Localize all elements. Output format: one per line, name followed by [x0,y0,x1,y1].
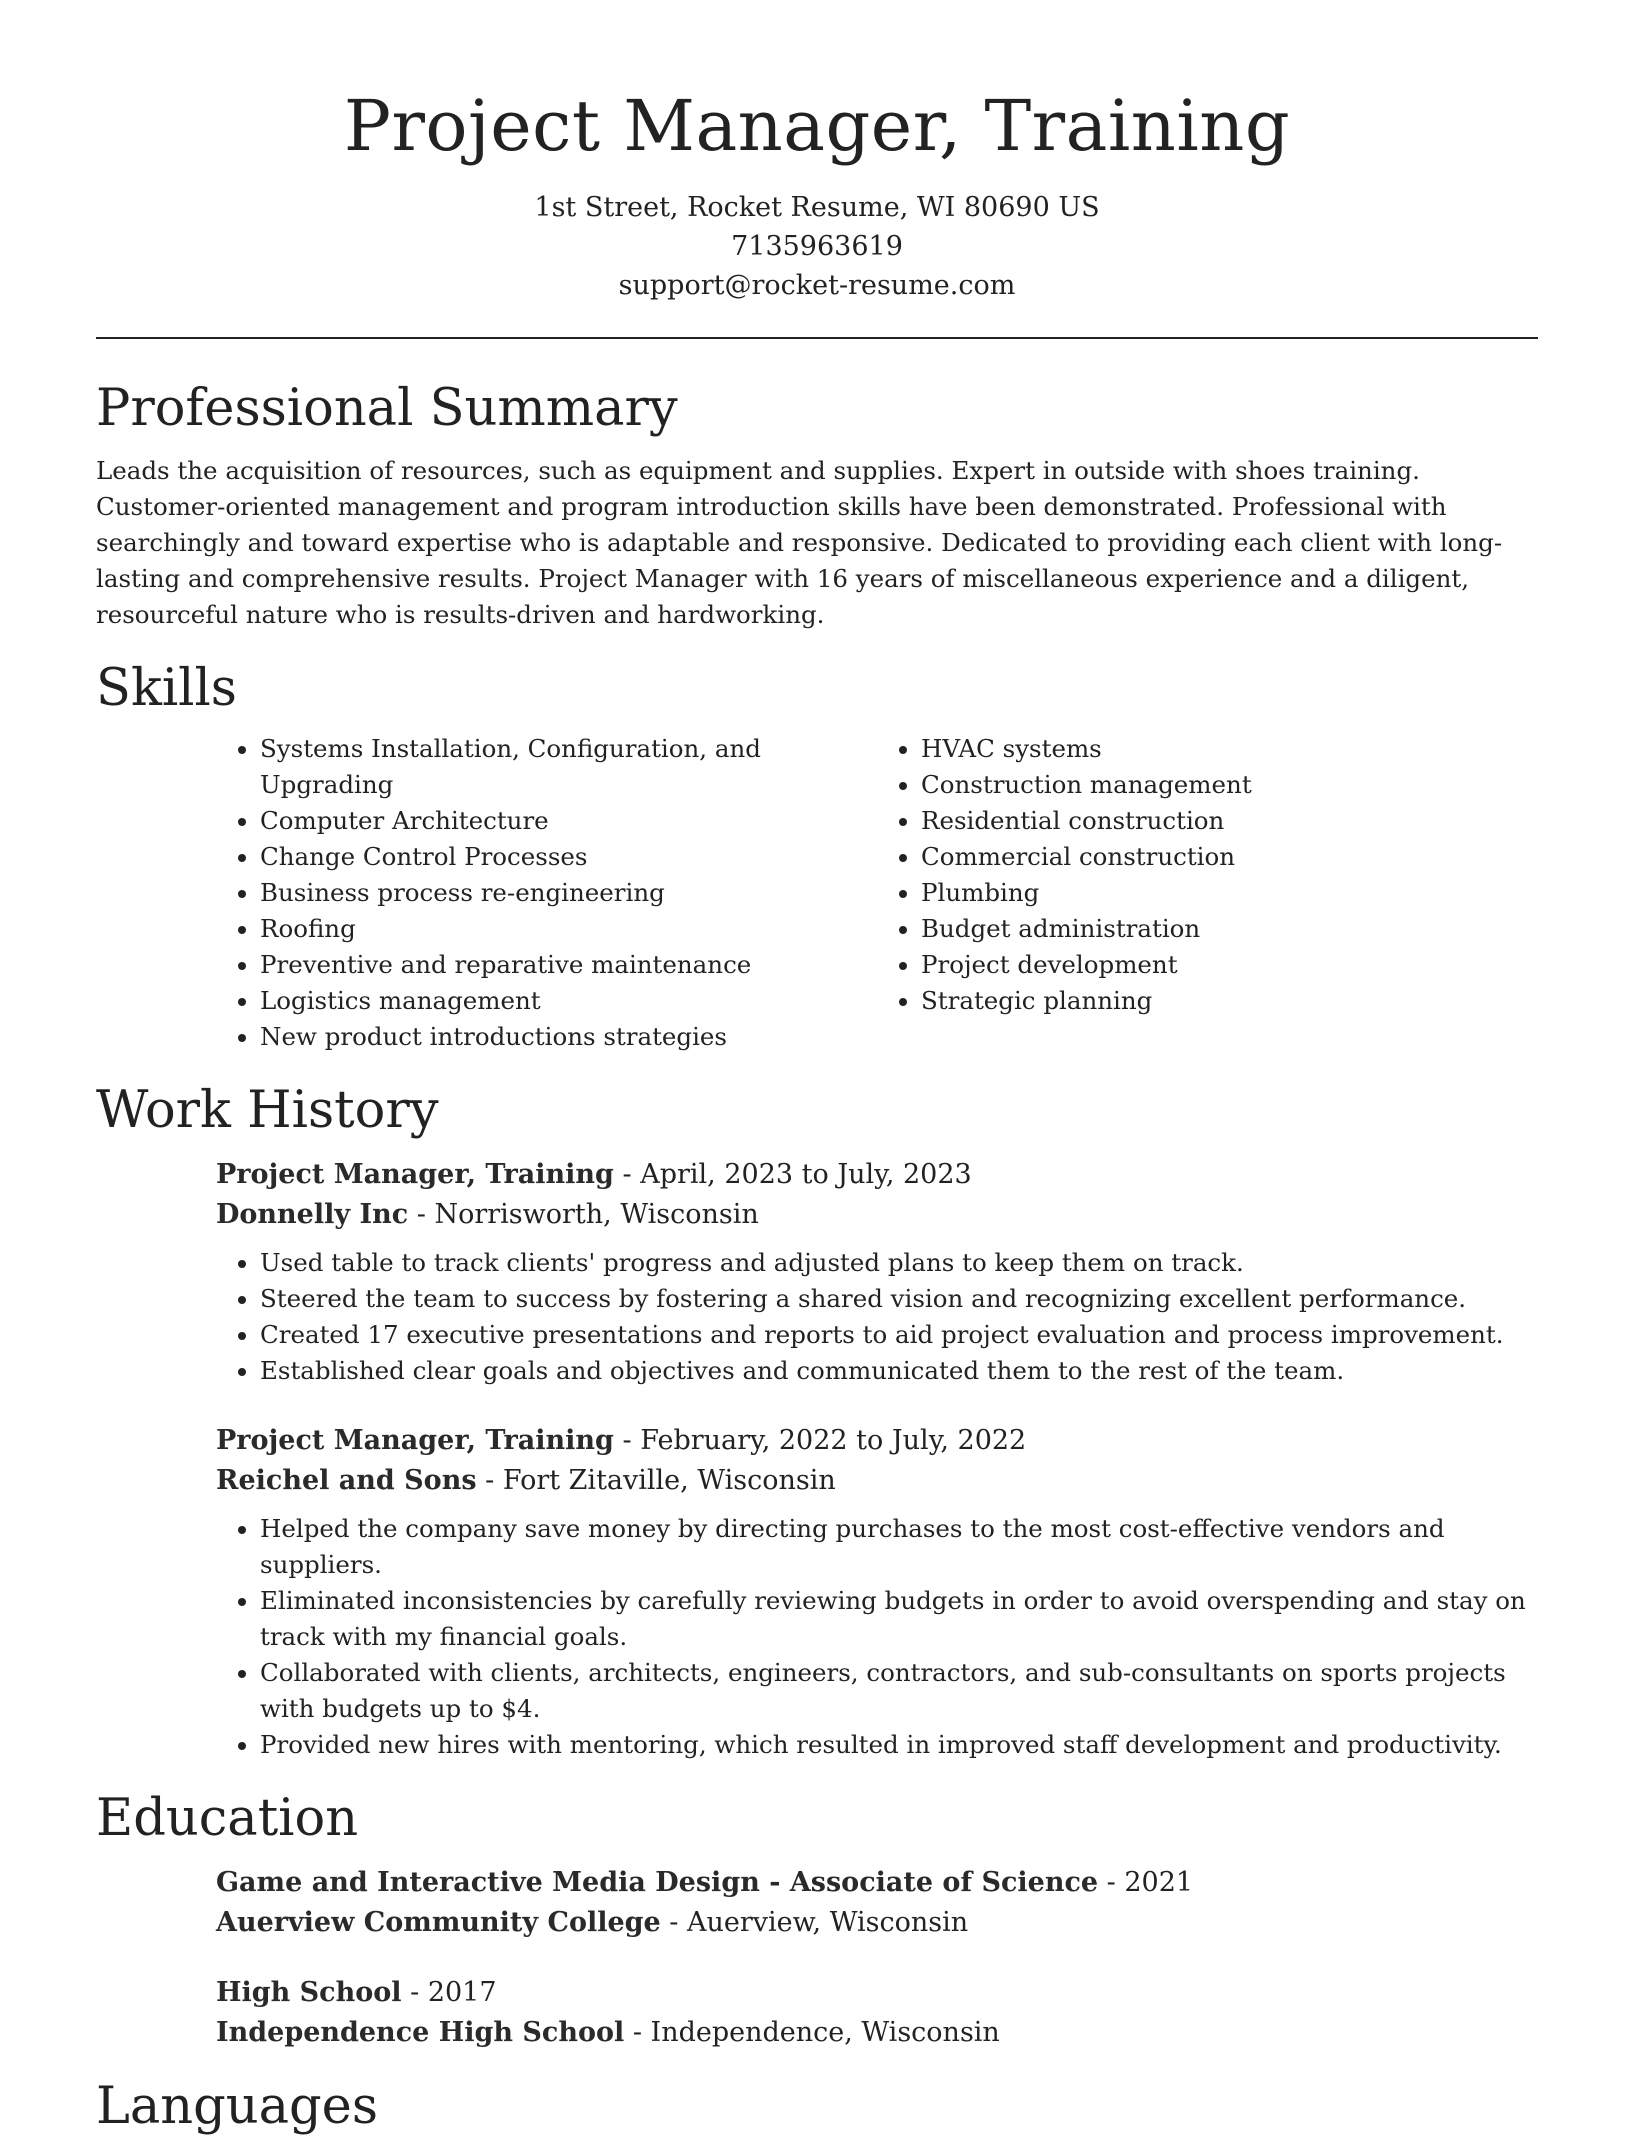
work-section [96,1081,1538,1763]
job-bullets [216,1245,1538,1389]
graduation-year: - 2017 [401,1977,497,2008]
job-title-line [216,1421,1538,1461]
skill-item: • Project development [921,947,1538,983]
school-name: Auerview Community College [216,1907,661,1938]
job-bullet: • Helped the company save money by directing purchases to the most cost-effective vendors and suppliers. [260,1511,1538,1583]
skill-item: • Construction management [921,767,1538,803]
skill-item: • Plumbing [921,875,1538,911]
education-section [96,1789,1538,2053]
skills-title: Skills [96,659,237,718]
skill-item: • New product introductions strategies [260,1019,877,1055]
work-title: Work History [96,1081,439,1140]
job-bullets [216,1511,1538,1763]
job-company: Reichel and Sons [216,1465,477,1496]
graduation-year: - 2021 [1098,1867,1194,1898]
summary-text: Leads the acquisition of resources, such as equipment and supplies. Expert in outside with shoes training. Customer-oriented management and program introduction skills have been demonstrated. Professional with searchingly and toward expertise who is adaptable and responsive. Dedicated to providing each client with long-lasting and comprehensive results. Project Manager with 16 years of miscellaneous experience and a diligent, resourceful nature who is results-driven and hardworking. [96,456,1503,629]
job-bullet: • Steered the team to success by fostering a shared vision and recognizing excellent performance. [260,1281,1538,1317]
job-company-line [216,1195,1538,1235]
job-bullet: • Eliminated inconsistencies by carefully reviewing budgets in order to avoid overspending and stay on track with my financial goals. [260,1583,1538,1655]
school-location: - Auerview, Wisconsin [660,1907,969,1938]
skill-item: • Roofing [260,911,877,947]
job-bullet: • Collaborated with clients, architects, engineers, contractors, and sub-consultants on sports projects with budgets up to $4. [260,1655,1538,1727]
skill-item: • Residential construction [921,803,1538,839]
job-position: Project Manager, Training [216,1159,614,1190]
job-location: - Fort Zitaville, Wisconsin [476,1465,836,1496]
job-company-line [216,1461,1538,1501]
school-location: - Independence, Wisconsin [624,2017,1000,2048]
skill-item: • Change Control Processes [260,839,877,875]
resume-page [96,0,1538,2137]
candidate-name: Project Manager, Training [343,85,1291,167]
school-name: Independence High School [216,2017,625,2048]
resume-header [96,0,1538,305]
degree-line [216,1863,1538,1903]
skill-item: • Budget administration [921,911,1538,947]
skill-item: • Business process re-engineering [260,875,877,911]
job-location: - Norrisworth, Wisconsin [408,1199,759,1230]
job-entry [216,1155,1538,1389]
degree: Game and Interactive Media Design - Associate of Science [216,1867,1099,1898]
skill-item: • Preventive and reparative maintenance [260,947,877,983]
summary-title: Professional Summary [96,379,678,438]
degree: High School [216,1977,402,2008]
email: support@rocket-resume.com [618,270,1016,301]
languages-title: Languages [96,2077,379,2136]
skill-item: • Commercial construction [921,839,1538,875]
address: 1st Street, Rocket Resume, WI 80690 US [534,192,1100,223]
skills-list-left [216,731,877,1055]
job-dates: - February, 2022 to July, 2022 [613,1425,1027,1456]
job-dates: - April, 2023 to July, 2023 [613,1159,972,1190]
job-title-line [216,1155,1538,1195]
job-bullet: • Established clear goals and objectives and communicated them to the rest of the team. [260,1353,1538,1389]
phone: 7135963619 [731,231,903,262]
education-title: Education [96,1789,359,1848]
degree-line [216,1973,1538,2013]
skill-item: • Strategic planning [921,983,1538,1019]
skills-list-right [877,731,1538,1055]
education-entry [216,1863,1538,1943]
summary-section [96,379,1538,633]
skill-item: • HVAC systems [921,731,1538,767]
skill-item: • Logistics management [260,983,877,1019]
education-entry [216,1973,1538,2053]
skill-item: • Computer Architecture [260,803,877,839]
job-entry [216,1421,1538,1763]
languages-section [96,2077,1538,2137]
school-line [216,1903,1538,1943]
school-line [216,2013,1538,2053]
skill-item: • Systems Installation, Configuration, and Upgrading [260,731,877,803]
skills-section [96,659,1538,1055]
job-position: Project Manager, Training [216,1425,614,1456]
job-bullet: • Used table to track clients' progress and adjusted plans to keep them on track. [260,1245,1538,1281]
contact-block [96,188,1538,305]
job-bullet: • Created 17 executive presentations and reports to aid project evaluation and process improvement. [260,1317,1538,1353]
job-company: Donnelly Inc [216,1199,409,1230]
header-divider [96,337,1538,339]
skills-grid [216,731,1538,1055]
job-bullet: • Provided new hires with mentoring, which resulted in improved staff development and productivity. [260,1727,1538,1763]
